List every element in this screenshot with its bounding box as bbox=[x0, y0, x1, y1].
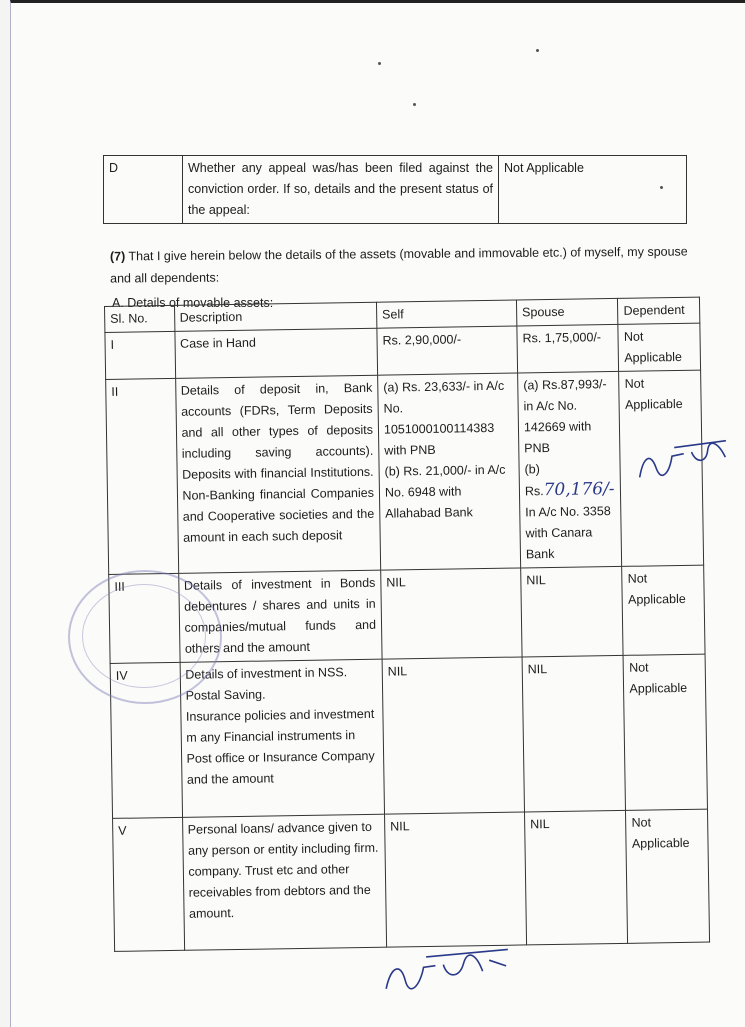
table-row bbox=[106, 370, 704, 574]
spouse-deposit-b-prefix: (b) Rs. bbox=[524, 462, 544, 499]
cell-description bbox=[182, 814, 387, 950]
self-deposit-a: (a) Rs. 23,633/- in A/c No. 1051000100114383 with PNB bbox=[383, 378, 505, 458]
table-row bbox=[113, 809, 710, 951]
section-heading: A. Details of movable assets: bbox=[112, 296, 274, 310]
cell-spouse bbox=[518, 371, 622, 568]
cell-sl: V bbox=[113, 817, 185, 951]
header-description: Description bbox=[174, 302, 377, 331]
row-d-description: Whether any appeal was/has been filed against the conviction order. If so, details and the present status of the appeal: bbox=[183, 156, 499, 224]
description-part: Details of investment in NSS. Postal Saving. bbox=[185, 665, 348, 703]
cell-self bbox=[378, 373, 521, 570]
header-sl: Sl. No. bbox=[105, 305, 175, 332]
cell-self: NIL bbox=[381, 568, 522, 659]
conviction-appeal-table bbox=[103, 155, 687, 224]
cell-spouse: NIL bbox=[524, 810, 628, 945]
cell-self: Rs. 2,90,000/- bbox=[377, 326, 518, 375]
row-d-sl: D bbox=[104, 156, 183, 224]
cell-self: NIL bbox=[384, 812, 526, 947]
description-part: Insurance policies and investment m any Financial instruments in Post office or Insurance Company bbox=[185, 706, 375, 766]
cell-spouse: NIL bbox=[521, 566, 624, 657]
cell-sl: I bbox=[105, 331, 175, 379]
cell-description: Case in Hand bbox=[174, 328, 377, 378]
speck bbox=[536, 49, 539, 52]
paragraph-text: That I give herein below the details of the assets (movable and immovable etc.) of myself, my spouse and all dependents: bbox=[110, 244, 688, 286]
cell-spouse: Rs. 1,75,000/- bbox=[517, 324, 619, 373]
cell-sl: II bbox=[106, 378, 179, 574]
handwritten-amount: 70,176/- bbox=[543, 479, 615, 501]
description-part: and the amount bbox=[186, 771, 274, 787]
row-d-value: Not Applicable bbox=[499, 156, 687, 224]
cell-self: NIL bbox=[382, 657, 524, 814]
self-deposit-b: (b) Rs. 21,000/- in A/c No. 6948 with Allahabad Bank bbox=[384, 462, 506, 521]
cell-sl: IV bbox=[110, 662, 182, 818]
header-dependent: Dependent bbox=[618, 297, 700, 324]
speck bbox=[413, 103, 416, 106]
header-spouse: Spouse bbox=[516, 298, 618, 326]
table-row bbox=[104, 156, 687, 224]
description-part: Personal loans/ advance given to any person or entity including firm. bbox=[187, 819, 379, 858]
cell-description bbox=[180, 659, 385, 817]
cell-dependent: Not Applicable bbox=[626, 809, 710, 943]
cell-dependent: Not Applicable bbox=[618, 323, 700, 371]
assets-declaration-paragraph bbox=[110, 240, 690, 289]
cell-description: Details of investment in Bonds debentures / shares and units in companies/mutual funds and others and the amount bbox=[178, 570, 382, 662]
spouse-deposit-a: (a) Rs.87,993/- in A/c No. 142669 with PNB bbox=[523, 377, 607, 456]
cell-description: Details of deposit in, Bank accounts (FDRs, Term Deposits and all other types of deposits including saving accounts). Deposits with financial Institutions. Non-Banking financial Companies and Cooperative societies and the amount in each such deposit bbox=[175, 375, 380, 573]
cell-spouse: NIL bbox=[522, 655, 626, 812]
cell-sl: III bbox=[109, 573, 180, 663]
description-part: company. Trust etc and other receivables from debtors and the amount. bbox=[188, 862, 371, 921]
cell-dependent: Not Applicable bbox=[619, 370, 704, 566]
header-self: Self bbox=[376, 300, 516, 328]
official-stamp-inner-ring bbox=[82, 584, 206, 688]
paragraph-number: (7) bbox=[109, 249, 126, 264]
speck bbox=[378, 62, 381, 65]
cell-dependent: Not Applicable bbox=[622, 565, 705, 655]
spouse-deposit-b-detail: In A/c No. 3358 with Canara Bank bbox=[525, 504, 611, 562]
cell-dependent: Not Applicable bbox=[623, 654, 707, 810]
spouse-deposit-b bbox=[524, 458, 615, 502]
